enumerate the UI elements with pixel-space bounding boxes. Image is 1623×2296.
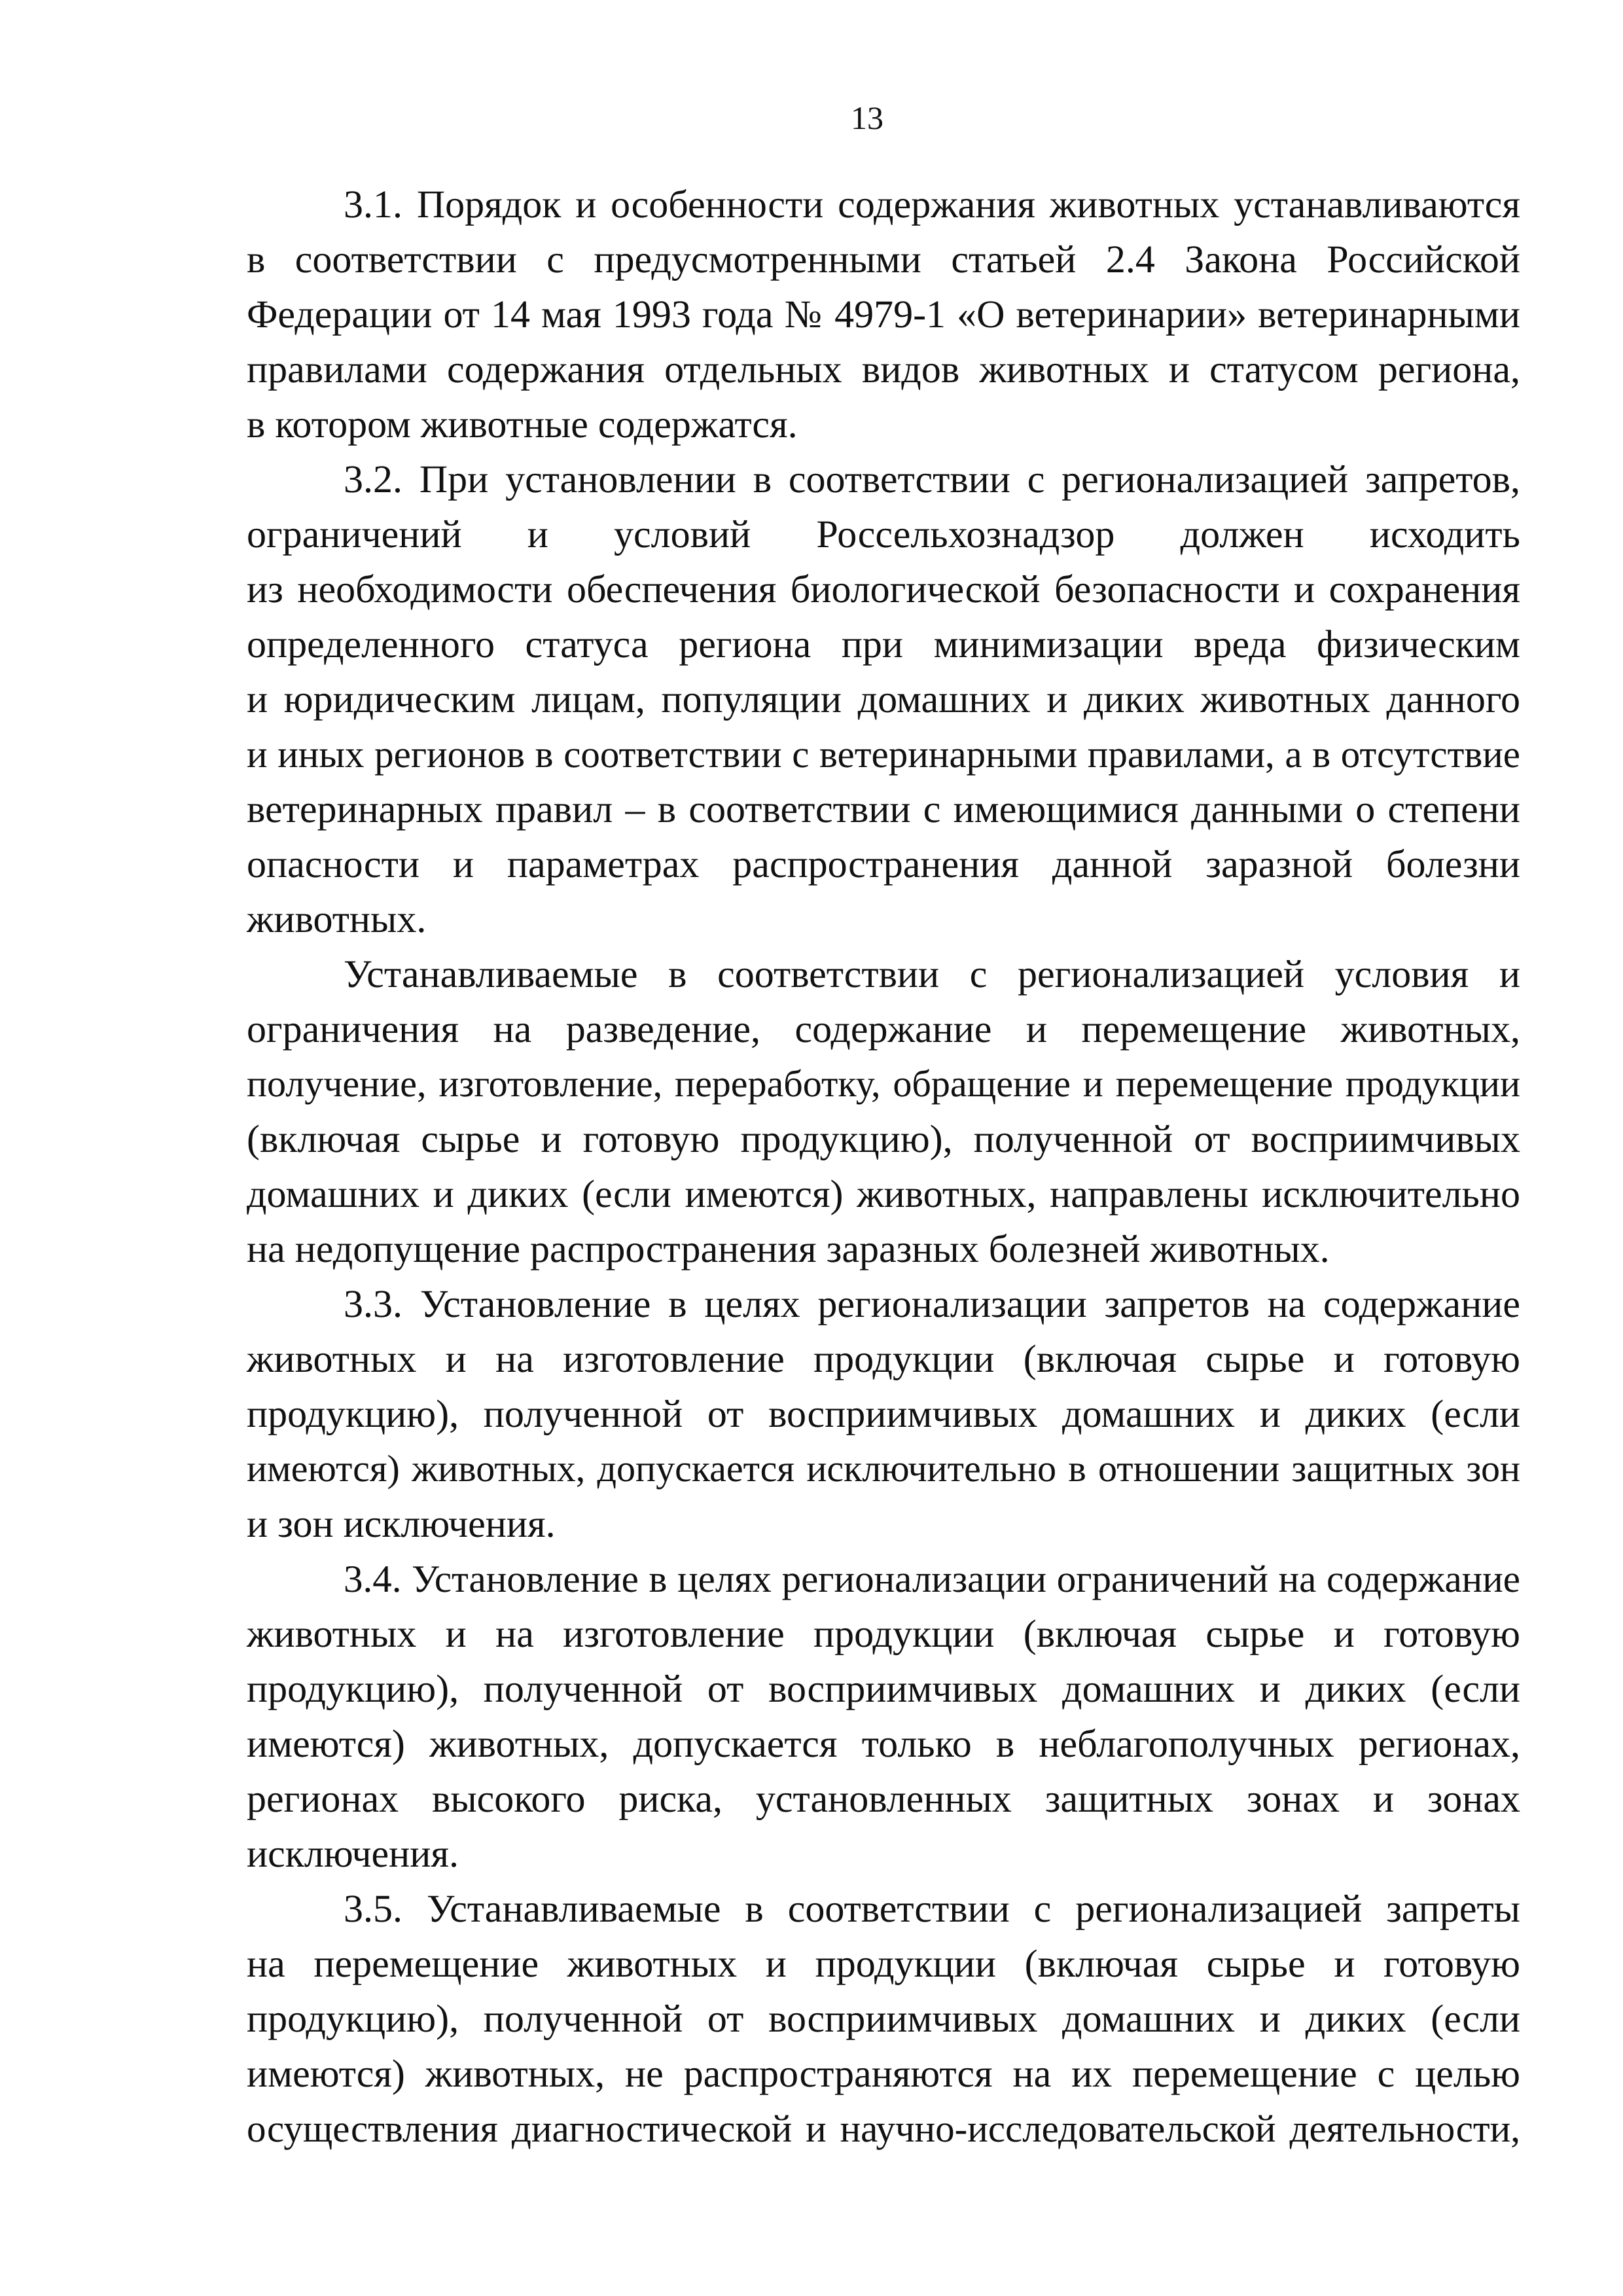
text-line: 3.5. Устанавливаемые в соответствии с регионализацией запреты [344, 1887, 1520, 1930]
text-line: определенного статуса региона при минимизации вреда физическим [247, 622, 1520, 666]
text-line: 3.2. При установлении в соответствии с регионализацией запретов, [344, 457, 1520, 501]
text-line: осуществления диагностической и научно-исследовательской деятельности, [247, 2107, 1520, 2150]
text-line: Устанавливаемые в соответствии с регионализацией условия и [344, 952, 1520, 996]
text-line: (включая сырье и готовую продукцию), полученной от восприимчивых [247, 1117, 1520, 1160]
text-line: в котором животные содержатся. [247, 403, 798, 446]
text-line: имеются) животных, допускается только в неблагополучных регионах, [247, 1722, 1520, 1765]
text-line: и зон исключения. [247, 1502, 556, 1545]
text-line: ограничений и условий Россельхознадзор должен исходить [247, 512, 1520, 556]
text-line: 3.3. Установление в целях регионализации запретов на содержание [344, 1282, 1520, 1325]
text-line: ограничения на разведение, содержание и перемещение животных, [247, 1007, 1520, 1050]
text-line: исключения. [247, 1832, 459, 1875]
text-line: продукцию), полученной от восприимчивых домашних и диких (если [247, 1667, 1520, 1710]
text-line: ветеринарных правил – в соответствии с имеющимися данными о степени [247, 787, 1520, 831]
text-line: регионах высокого риска, установленных защитных зонах и зонах [247, 1777, 1520, 1820]
document-body [247, 177, 1520, 2156]
text-line: Федерации от 14 мая 1993 года № 4979-1 «О ветеринарии» ветеринарными [247, 293, 1520, 336]
text-line: и иных регионов в соответствии с ветеринарными правилами, а в отсутствие [247, 732, 1520, 776]
text-line: в соответствии с предусмотренными статьей 2.4 Закона Российской [247, 238, 1520, 281]
text-line: имеются) животных, не распространяются на их перемещение с целью [247, 2052, 1520, 2095]
text-line: животных. [247, 897, 427, 941]
text-line: домашних и диких (если имеются) животных, направлены исключительно [247, 1172, 1520, 1215]
text-line: 3.1. Порядок и особенности содержания животных устанавливаются [344, 183, 1520, 226]
text-line: опасности и параметрах распространения данной заразной болезни [247, 842, 1520, 886]
text-line: животных и на изготовление продукции (включая сырье и готовую [247, 1337, 1520, 1380]
text-line: продукцию), полученной от восприимчивых домашних и диких (если [247, 1997, 1520, 2040]
text-line: из необходимости обеспечения биологической безопасности и сохранения [247, 567, 1520, 611]
text-line: животных и на изготовление продукции (включая сырье и готовую [247, 1612, 1520, 1655]
text-line: 3.4. Установление в целях регионализации ограничений на содержание [344, 1557, 1520, 1600]
text-line: на недопущение распространения заразных болезней животных. [247, 1227, 1330, 1270]
page-number: 13 [851, 99, 883, 136]
text-line: получение, изготовление, переработку, обращение и перемещение продукции [247, 1062, 1520, 1105]
text-line: правилами содержания отдельных видов животных и статусом региона, [247, 348, 1520, 391]
text-line: продукцию), полученной от восприимчивых домашних и диких (если [247, 1392, 1520, 1435]
text-line: и юридическим лицам, популяции домашних и диких животных данного [247, 677, 1520, 721]
text-line: на перемещение животных и продукции (включая сырье и готовую [247, 1942, 1520, 1985]
text-line: имеются) животных, допускается исключительно в отношении защитных зон [247, 1447, 1520, 1490]
